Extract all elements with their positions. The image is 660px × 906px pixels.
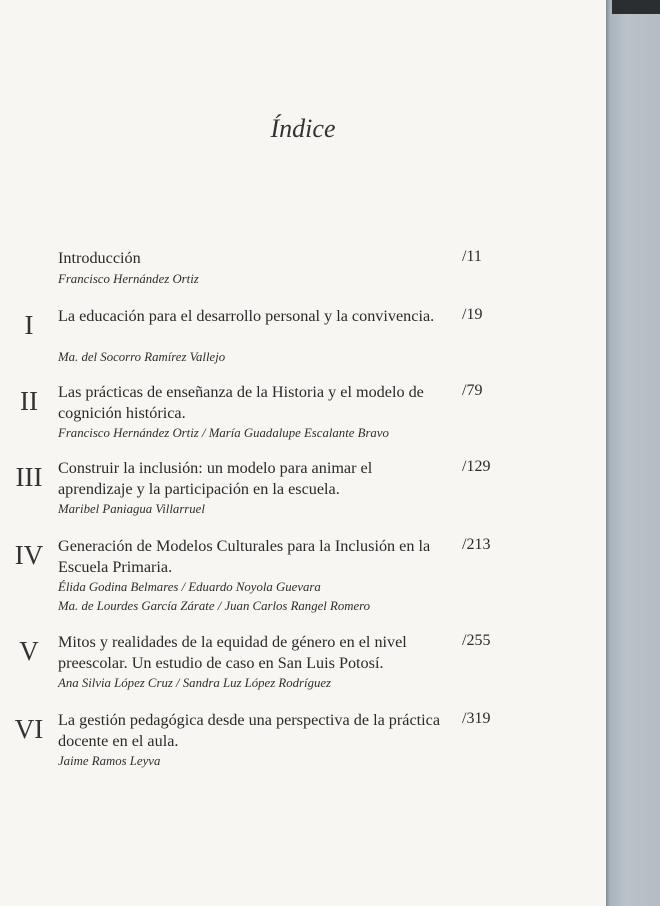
chapter-numeral: I [24,310,34,340]
entry-author: Francisco Hernández Ortiz / María Guadalupe Escalante Bravo [58,426,389,440]
entry-title: Introducción [58,249,141,267]
entry-page-number: /255 [462,632,491,649]
chapter-numeral: V [19,636,39,666]
entry-author: Élida Godina Belmares / Eduardo Noyola Guevara [58,580,321,594]
scan-shadow [612,0,660,14]
entry-author: Jaime Ramos Leyva [58,754,161,768]
entry-page-number: /19 [462,306,483,323]
entry-page-number: /11 [462,248,482,265]
entry-author: Maribel Paniagua Villarruel [58,502,205,516]
entry-author: Francisco Hernández Ortiz [58,272,199,286]
entry-author: Ma. de Lourdes García Zárate / Juan Carlos Rangel Romero [58,599,371,613]
chapter-numeral: II [20,386,38,416]
entry-title: Generación de Modelos Culturales para la Inclusión en la Escuela Primaria. [58,537,431,576]
entry-author: Ma. del Socorro Ramírez Vallejo [58,350,226,364]
entry-page-number: /129 [462,458,491,475]
entry-page-number: /213 [462,536,491,553]
chapter-numeral: III [15,462,43,492]
entry-page-number: /319 [462,710,491,727]
entry-title: Mitos y realidades de la equidad de género en el nivel preescolar. Un estudio de caso en San Luis Potosí. [58,633,407,672]
chapter-numeral: VI [14,714,44,744]
entry-author: Ana Silvia López Cruz / Sandra Luz López Rodríguez [58,676,332,690]
next-page-edge [606,0,660,906]
entry-title: La gestión pedagógica desde una perspectiva de la práctica docente en el aula. [58,711,441,750]
chapter-numeral: IV [14,540,44,570]
entry-page-number: /79 [462,382,483,399]
entry-title: La educación para el desarrollo personal y la convivencia. [58,307,435,325]
entry-title: Construir la inclusión: un modelo para animar el aprendizaje y la participación en la escuela. [58,459,373,498]
entry-title: Las prácticas de enseñanza de la Historia y el modelo de cognición histórica. [58,383,424,422]
page-title: Índice [270,114,336,143]
